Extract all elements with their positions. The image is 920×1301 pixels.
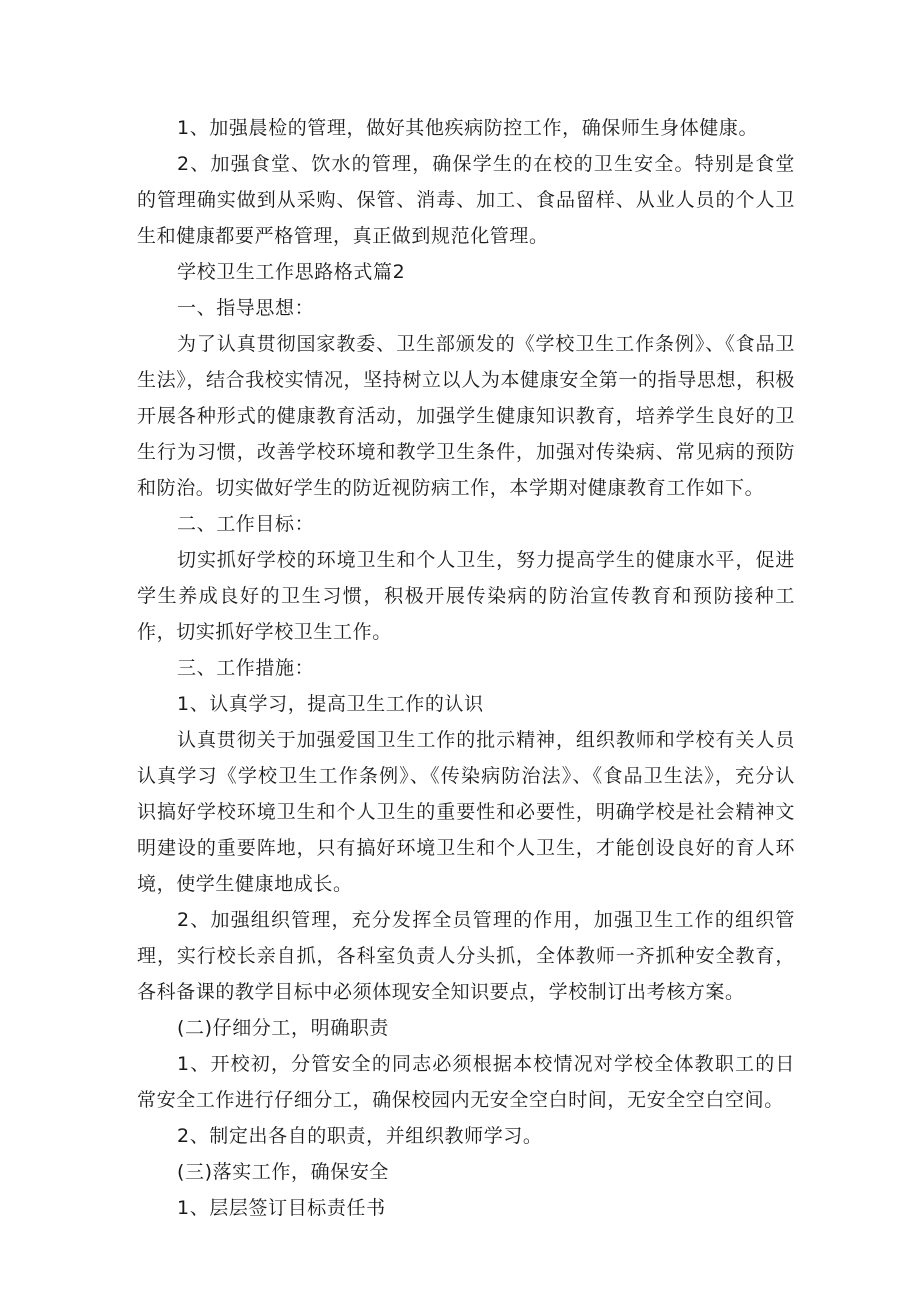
- paragraph-implementation-1: 1、层层签订目标责任书: [177, 1197, 386, 1219]
- paragraph-organization: 2、加强组织管理，充分发挥全员管理的作用，加强卫生工作的组织管理，实行校长亲自抓，各科室负责人分头抓，全体教师一齐抓种安全教育，各科备课的教学目标中必须体现安全知识要点，学校制订出考核方案。: [137, 909, 795, 1003]
- paragraph-study: 认真贯彻关于加强爱国卫生工作的批示精神，组织教师和学校有关人员认真学习《学校卫生工作条例》、《传染病防治法》、《食品卫生法》，充分认识搞好学校环境卫生和个人卫生的重要性和必要性，明确学校是社会精神文明建设的重要阵地，只有搞好环境卫生和个人卫生，才能创设良好的育人环境，使学生健康地成长。: [137, 729, 795, 895]
- subheading-division: (二)仔细分工，明确职责: [177, 1017, 390, 1039]
- section-title: 学校卫生工作思路格式篇2: [177, 261, 406, 283]
- paragraph-1: 1、加强晨检的管理，做好其他疾病防控工作，确保师生身体健康。: [177, 117, 759, 139]
- paragraph-guiding-ideology: 为了认真贯彻国家教委、卫生部颁发的《学校卫生工作条例》、《食品卫生法》，结合我校实情况，坚持树立以人为本健康安全第一的指导思想，积极开展各种形式的健康教育活动，加强学生健康知识教育，培养学生良好的卫生行为习惯，改善学校环境和教学卫生条件，加强对传染病、常见病的预防和防治。切实做好学生的防近视防病工作，本学期对健康教育工作如下。: [137, 333, 795, 499]
- paragraph-division-2: 2、制定出各自的职责，并组织教师学习。: [177, 1125, 543, 1147]
- subheading-study: 1、认真学习，提高卫生工作的认识: [177, 693, 484, 715]
- paragraph-division-1: 1、开校初，分管安全的同志必须根据本校情况对学校全体教职工的日常安全工作进行仔细分工，确保校园内无安全空白时间，无安全空白空间。: [137, 1053, 795, 1111]
- subheading-implementation: (三)落实工作，确保安全: [177, 1161, 390, 1183]
- paragraph-work-goals: 切实抓好学校的环境卫生和个人卫生，努力提高学生的健康水平，促进学生养成良好的卫生习惯，积极开展传染病的防治宣传教育和预防接种工作，切实抓好学校卫生工作。: [137, 549, 795, 643]
- paragraph-2: 2、加强食堂、饮水的管理，确保学生的在校的卫生安全。特别是食堂的管理确实做到从采购、保管、消毒、加工、食品留样、从业人员的个人卫生和健康都要严格管理，真正做到规范化管理。: [137, 153, 795, 247]
- heading-work-goals: 二、工作目标：: [177, 513, 315, 535]
- heading-work-measures: 三、工作措施：: [177, 657, 315, 679]
- document-body: [137, 110, 795, 1226]
- heading-guiding-ideology: 一、指导思想：: [177, 297, 315, 319]
